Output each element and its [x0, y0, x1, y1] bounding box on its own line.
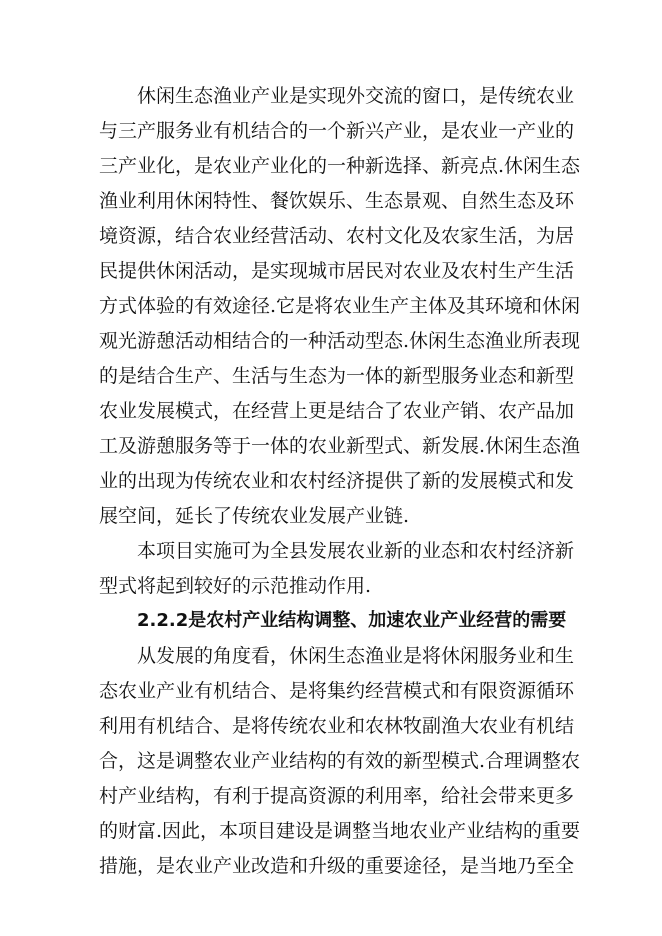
- paragraph-1-line: 与三产服务业有机结合的一个新兴产业，是农业一产业的: [99, 120, 575, 142]
- paragraph-1-line: 方式体验的有效途径.它是将农业生产主体及其环境和休闲: [99, 295, 581, 317]
- paragraph-1-line: 民提供休闲活动，是实现城市居民对农业及农村生产生活: [99, 260, 575, 282]
- paragraph-3-line: 利用有机结合、是将传统农业和农林牧副渔大农业有机结: [99, 715, 575, 737]
- paragraph-1-line: 三产业化，是农业产业化的一种新选择、新亮点.休闲生态: [99, 155, 581, 177]
- paragraph-1-line: 境资源，结合农业经营活动、农村文化及农家生活，为居: [99, 225, 575, 247]
- paragraph-1-line: 渔业利用休闲特性、餐饮娱乐、生态景观、自然生态及环: [99, 190, 575, 212]
- paragraph-1-line: 工及游憩服务等于一体的农业新型式、新发展.休闲生态渔: [99, 435, 581, 457]
- paragraph-1-line: 业的出现为传统农业和农村经济提供了新的发展模式和发: [99, 470, 575, 492]
- paragraph-1-line: 农业发展模式，在经营上更是结合了农业产销、农产品加: [99, 400, 575, 422]
- paragraph-3-line: 合，这是调整农业产业结构的有效的新型模式.合理调整农: [99, 750, 581, 772]
- paragraph-3-line: 村产业结构，有利于提高资源的利用率，给社会带来更多: [99, 785, 575, 807]
- paragraph-2-line: 型式将起到较好的示范推动作用.: [99, 575, 372, 597]
- paragraph-2-line: 本项目实施可为全县发展农业新的业态和农村经济新: [137, 540, 575, 562]
- paragraph-1-line: 的是结合生产、生活与生态为一体的新型服务业态和新型: [99, 365, 575, 387]
- paragraph-3-line: 的财富.因此，本项目建设是调整当地农业产业结构的重要: [99, 820, 581, 842]
- paragraph-1-line: 观光游憩活动相结合的一种活动型态.休闲生态渔业所表现: [99, 330, 581, 352]
- section-heading: 2.2.2是农村产业结构调整、加速农业产业经营的需要: [137, 610, 567, 631]
- paragraph-3-line: 态农业产业有机结合、是将集约经营模式和有限资源循环: [99, 680, 575, 702]
- paragraph-1-line: 休闲生态渔业产业是实现外交流的窗口，是传统农业: [137, 85, 575, 107]
- paragraph-3-line: 从发展的角度看，休闲生态渔业是将休闲服务业和生: [137, 645, 575, 667]
- paragraph-1-line: 展空间，延长了传统农业发展产业链.: [99, 505, 410, 527]
- paragraph-3-line: 措施，是农业产业改造和升级的重要途径，是当地乃至全: [99, 855, 575, 877]
